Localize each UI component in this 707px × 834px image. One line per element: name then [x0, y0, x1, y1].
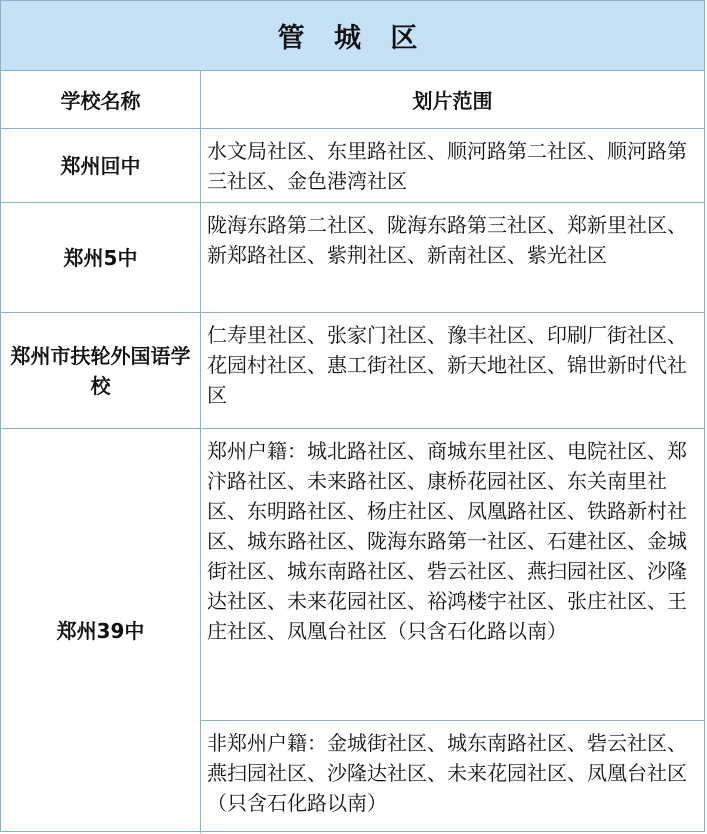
school-name: 郑州回中 [1, 129, 201, 202]
table-title: 管 城 区 [277, 23, 428, 54]
range-text: 陇海东路第二社区、陇海东路第三社区、郑新里社区、新郑路社区、紫荆社区、新南社区、紫光社区 [207, 213, 687, 267]
range-text: 水文局社区、东里路社区、顺河路第二社区、顺河路第三社区、金色港湾社区 [207, 139, 687, 193]
header-row [1, 71, 704, 129]
school-name: 郑州5中 [1, 203, 201, 312]
school-name: 郑州市扶轮外国语学校 [1, 313, 201, 428]
header-range: 划片范围 [412, 89, 493, 113]
range-text-nonlocal-hukou: 非郑州户籍：金城街社区、城东南路社区、砦云社区、燕扫园社区、沙隆达社区、未来花园社区、凤凰台社区（只含石化路以南） [207, 731, 687, 815]
range-text-local-hukou: 郑州户籍：城北路社区、商城东里社区、电院社区、郑汴路社区、未来路社区、康桥花园社区、东关南里社区、东明路社区、杨庄社区、凤凰路社区、铁路新村社区、城东路社区、陇海东路第一社区、石建社区、金城街社区、城东南路社区、砦云社区、燕扫园社区、沙隆达社区、未来花园社区、裕鸿楼宇社区、张庄社区、王庄社区、凤凰台社区（只含石化路以南） [201, 429, 704, 721]
table-row [1, 429, 704, 833]
table-row [1, 203, 704, 313]
table-row [1, 313, 704, 429]
range-cell-group [201, 429, 704, 833]
table-title-bar [1, 1, 704, 71]
range-text: 仁寿里社区、张家门社区、豫丰社区、印刷厂街社区、花园村社区、惠工街社区、新天地社区、锦世新时代社区 [207, 323, 687, 407]
table-row [1, 129, 704, 203]
school-name: 郑州39中 [1, 429, 201, 833]
header-school-name: 学校名称 [1, 71, 201, 128]
